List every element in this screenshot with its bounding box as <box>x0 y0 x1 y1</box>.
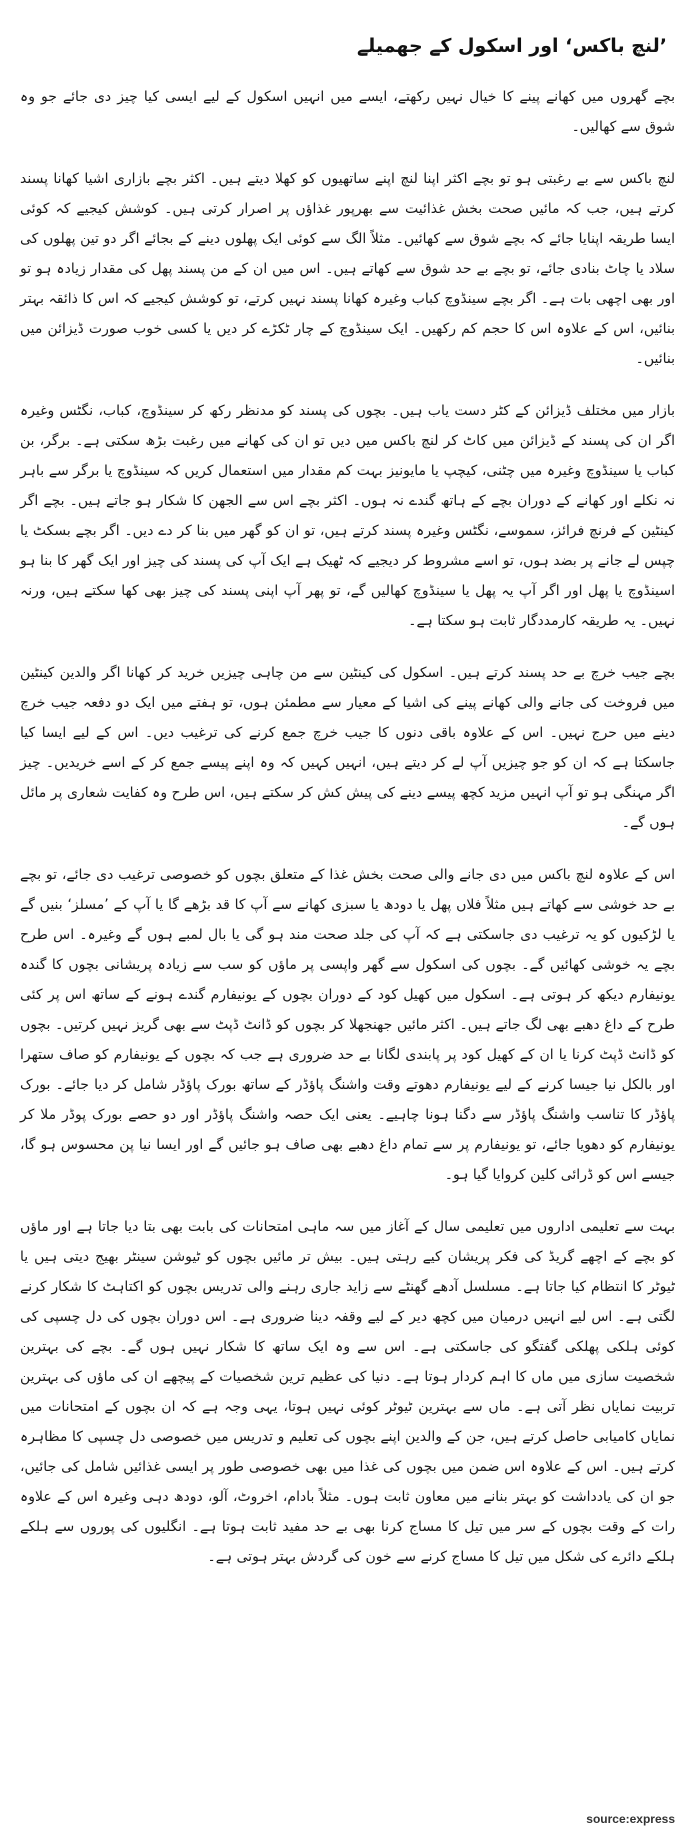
paragraph-6: بہت سے تعلیمی اداروں میں تعلیمی سال کے آغاز میں سہ ماہی امتحانات کی بابت بھی بتا دیا جاتا ہے اور ماؤں کو بچے کے اچھے گریڈ کی فکر پریشان کیے رہتی ہیں۔ بیش تر مائیں بچوں کو ٹیوشن سینٹر بھیج دیتی ہیں یا ٹیوٹر کا انتظام کیا جاتا ہے۔ مسلسل آدھے گھنٹے سے زاید جاری رہنے والی تدریس بچوں کو اکتاہٹ کا شکار کرنے لگتی ہے۔ اس لیے انہیں درمیان میں کچھ دیر کے لیے وقفہ دینا ضروری ہے۔ اس دوران بچوں کی دل چسپی کی کوئی ہلکی پھلکی گفتگو کی جاسکتی ہے۔ اس سے وہ ایک ساتھ کا شکار نہیں ہوں گے۔ بچے کی بہترین شخصیت سازی میں ماں کا اہم کردار ہوتا ہے۔ دنیا کی عظیم ترین شخصیات کے پیچھے ان کی ماؤں کی بہترین تربیت نمایاں نظر آتی ہے۔ ماں سے بہترین ٹیوٹر کوئی نہیں ہوتا، یہی وجہ ہے کہ ان بچوں کے امتحانات میں نمایاں کامیابی حاصل کرتے ہیں، جن کے والدین اپنے بچوں کی تعلیم و تدریس میں خصوصی دل چسپی کا مظاہرہ کرتے ہیں۔ اس کے علاوہ اس ضمن میں بچوں کی غذا میں بھی خصوصی طور پر ایسی غذائیں شامل کی جائیں، جو ان کی یادداشت کو بہتر بنانے میں معاون ثابت ہوں۔ مثلاً بادام، اخروٹ، آلو، دودھ دہی وغیرہ اس کے علاوہ رات کے وقت بچوں کے سر میں تیل کا مساج کرنا بھی بے حد مفید ثابت ہوتا ہے۔ انگلیوں کی پوروں سے ہلکے ہلکے دائرے کی شکل میں تیل کا مساج کرنے سے خون کی گردش بہتر ہوتی ہے۔ <box>20 1219 675 1565</box>
source-credit: source:express <box>586 1812 675 1826</box>
article-title: ’لنچ باکس‘ اور اسکول کے جھمیلے <box>357 35 667 57</box>
paragraph-3: بازار میں مختلف ڈیزائن کے کٹر دست یاب ہیں۔ بچوں کی پسند کو مدنظر رکھ کر سینڈوچ، کباب، نگٹس وغیرہ اگر ان کی پسند کے ڈیزائن میں کاٹ کر لنچ باکس میں دیں تو ان کی کھانے میں رغبت بڑھ سکتی ہے۔ برگر، بن کباب یا سینڈوچ وغیرہ میں چٹنی، کیچپ یا مایونیز بہت کم مقدار میں استعمال کریں کہ سینڈوچ یا برگر سے باہر نہ نکلے اور کھانے کے دوران بچے کے ہاتھ گندے نہ ہوں۔ اکثر بچے اس سے الجھن کا شکار ہو جاتے ہیں۔ بچے اگر کینٹین کے فرنچ فرائز، سموسے، نگٹس وغیرہ پسند کرتے ہیں، تو ان کو گھر میں بنا کر دے دیں۔ اگر بچے بسکٹ یا چپس لے جانے پر بضد ہوں، تو اسے مشروط کر دیجیے کہ ٹھیک ہے ایک آپ کی پسند کی چیز اور ایک گھر کا بنا ہو اسینڈوچ یا پھل اور اگر آپ یہ پھل یا سینڈوچ کھالیں گے، تو پھر آپ اپنی پسند کی چیز بھی کھا سکتے ہیں، ورنہ نہیں۔ یہ طریقہ کارمددگار ثابت ہو سکتا ہے۔ <box>20 403 675 629</box>
paragraph-1: بچے گھروں میں کھانے پینے کا خیال نہیں رکھتے، ایسے میں انہیں اسکول کے لیے ایسی کیا چیز دی جائے جو وہ شوق سے کھالیں۔ <box>20 89 675 135</box>
paragraph-4: بچے جیب خرچ بے حد پسند کرتے ہیں۔ اسکول کی کینٹین سے من چاہی چیزیں خرید کر کھانا اگر والدین کینٹین میں فروخت کی جانے والی کھانے پینے کی اشیا کے معیار سے مطمئن ہوں، تو ہفتے میں ایک دو دفعہ جیب خرچ دینے میں حرج نہیں۔ اس کے علاوہ باقی دنوں کا جیب خرچ جمع کرنے کی ترغیب دیں۔ اس کے لیے ایسا کیا جاسکتا ہے کہ ان کو جو چیزیں آپ لے کر دیتے ہیں، انہیں کہیں کہ وہ اپنے پیسے جمع کر کے اسے خریدیں۔ چیز اگر مہنگی ہو تو آپ انہیں مزید کچھ پیسے دینے کی پیش کش کر سکتے ہیں، اس طرح وہ کفایت شعاری پر مائل ہوں گے۔ <box>20 665 675 831</box>
paragraph-5: اس کے علاوہ لنچ باکس میں دی جانے والی صحت بخش غذا کے متعلق بچوں کو خصوصی ترغیب دی جائے، تو بچے بے حد خوشی سے کھاتے ہیں مثلاً فلاں پھل یا دودھ یا سبزی کھانے سے آپ کا قد بڑھے گا یا آپ کے ’مسلز‘ بنیں گے یا لڑکیوں کو یہ ترغیب دی جاسکتی ہے کہ آپ کی جلد صحت مند ہو گی یا بال لمبے ہوں گے وغیرہ۔ اس طرح بچے یہ خوشی کھائیں گے۔ بچوں کی اسکول سے گھر واپسی پر ماؤں کو سب سے زیادہ پریشانی بچوں کا گندہ یونیفارم دیکھ کر ہوتی ہے۔ اسکول میں کھیل کود کے دوران بچوں کے یونیفارم گندے ہونے کے ساتھ اس پر کئی طرح کے داغ دھبے بھی لگ جاتے ہیں۔ اکثر مائیں جھنجھلا کر بچوں کو ڈانٹ ڈپٹ سے بھی گریز نہیں کرتیں۔ بچوں کو ڈانٹ ڈپٹ کرنا یا ان کے کھیل کود پر پابندی لگانا بے حد ضروری ہے جب کہ بچوں کے یونیفارم کو صاف ستھرا اور بالکل نیا جیسا کرنے کے لیے یونیفارم دھوتے وقت واشنگ پاؤڈر کے ساتھ بورک پاؤڈر شامل کر دیا جائے۔ بورک پاؤڈر کا تناسب واشنگ پاؤڈر سے دگنا ہونا چاہیے۔ یعنی ایک حصہ واشنگ پاؤڈر اور دو حصے بورک پوڈر ملا کر یونیفارم کو دھویا جائے، تو یونیفارم پر سے تمام داغ دھبے بھی صاف ہو جائیں گے اور ایسا نیا پن محسوس ہو گا، جیسے اس کو ڈرائی کلین کروایا گیا ہو۔ <box>20 867 675 1183</box>
paragraph-2: لنچ باکس سے بے رغبتی ہو تو بچے اکثر اپنا لنچ اپنے ساتھیوں کو کھلا دیتے ہیں۔ اکثر بچے بازاری اشیا کھانا پسند کرتے ہیں، جب کہ مائیں صحت بخش غذائیت سے بھرپور غذاؤں پر اصرار کرتی ہیں۔ کوشش کیجیے کہ کوئی ایسا طریقہ اپنایا جائے کہ بچے شوق سے کھائیں۔ مثلاً الگ سے کوئی ایک پھلوں دینے کے بجائے اگر دو تین پھلوں کی سلاد یا چاٹ بنادی جائے، تو بچے بے حد شوق سے کھاتے ہیں۔ اس میں ان کے من پسند پھل کی مقدار زیادہ ہو تو اور بھی اچھی بات ہے۔ اگر بچے سینڈوچ کباب وغیرہ کھانا پسند نہیں کرتے، تو کوشش کیجیے کہ اس کا ذائقہ بہتر بنائیں، اس کے علاوہ اس کا حجم کم رکھیں۔ ایک سینڈوچ کے چار ٹکڑے کر دیں یا کسی خوب صورت ڈیزائن میں بنائیں۔ <box>20 171 675 367</box>
article <box>20 16 675 1594</box>
